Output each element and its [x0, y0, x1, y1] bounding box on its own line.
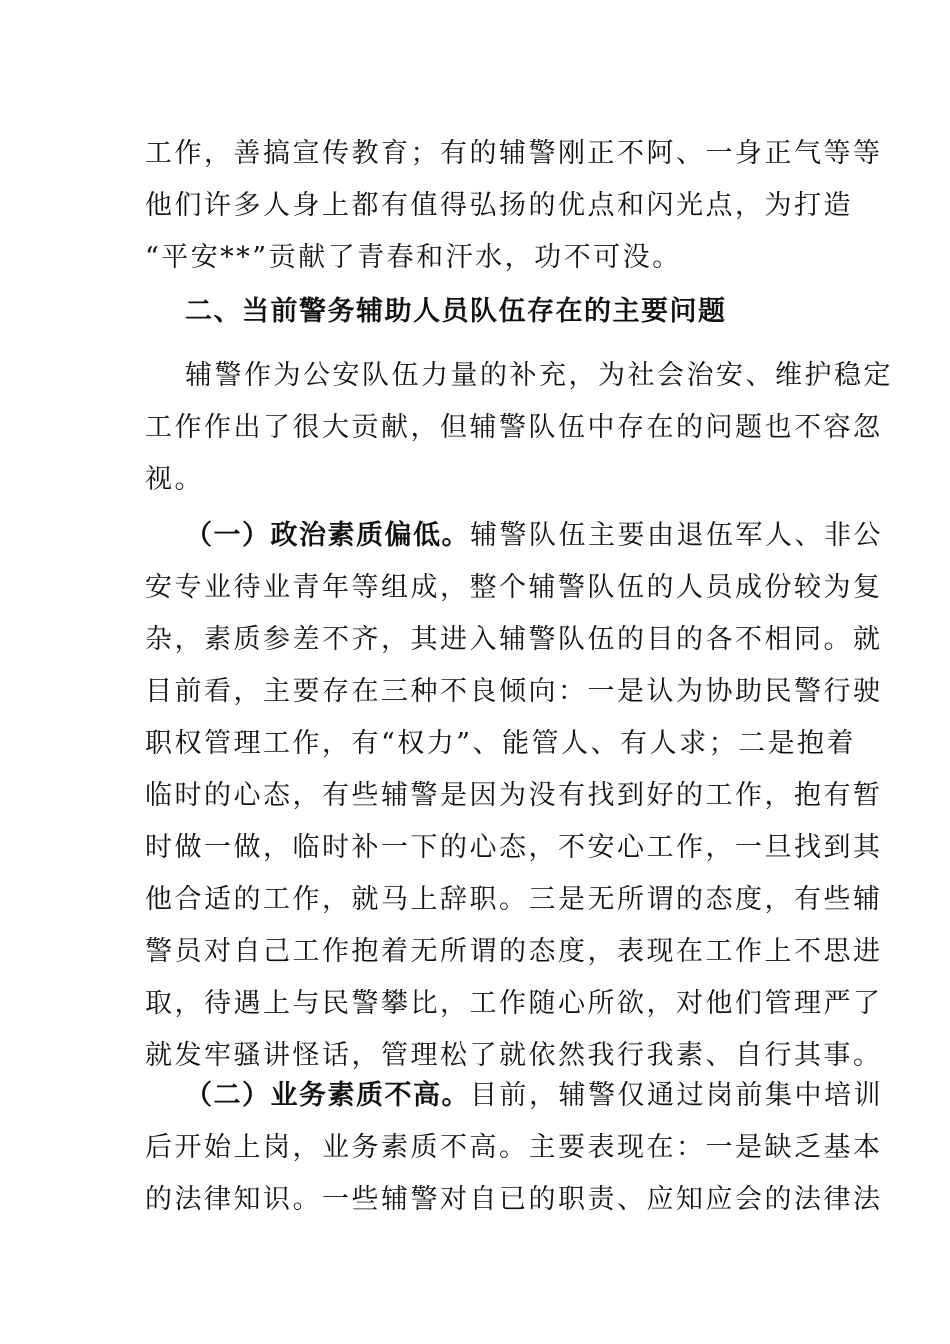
text-line: 工作，善搞宣传教育；有的辅警刚正不阿、一身正气等等 [145, 138, 883, 169]
paragraph-overview [145, 350, 893, 506]
text-line: 的法律知识。一些辅警对自已的职责、应知应会的法律法 [145, 1184, 883, 1215]
text-line: 目前看，主要存在三种不良倾向：一是认为协助民警行驶 [145, 676, 883, 707]
text-line: 工作作出了很大贡献，但辅警队伍中存在的问题也不容忽 [145, 412, 883, 443]
text-line: 取，待遇上与民警攀比，工作随心所欲，对他们管理严了 [145, 988, 883, 1019]
text-line: 视。 [145, 464, 204, 495]
text-line: 临时的心态，有些辅警是因为没有找到好的工作，抱有暂 [145, 780, 883, 811]
text-line: 辅警作为公安队伍力量的补充，为社会治安、维护稳定 [185, 360, 893, 391]
text-line: 后开始上岗，业务素质不高。主要表现在：一是缺乏基本 [145, 1132, 883, 1163]
text-line: “平安**”贡献了青春和汗水，功不可没。 [145, 242, 682, 273]
subsection-title: （二）业务素质不高。 [185, 1080, 470, 1111]
text-line: 职权管理工作，有“权力”、能管人、有人求；二是抱着 [145, 728, 857, 759]
paragraph-first-line [145, 1070, 883, 1122]
text-line: 安专业待业青年等组成，整个辅警队伍的人员成份较为复 [145, 572, 883, 603]
text-line: 他合适的工作，就马上辞职。三是无所谓的态度，有些辅 [145, 884, 883, 915]
section-heading-block [145, 286, 805, 338]
paragraph-first-line [145, 510, 883, 562]
subsection-title: （一）政治素质偏低。 [185, 520, 470, 551]
text-line: 他们许多人身上都有值得弘扬的优点和闪光点，为打造 [145, 190, 853, 221]
section-heading: 二、当前警务辅助人员队伍存在的主要问题 [185, 296, 727, 327]
paragraph-business-quality [145, 1070, 883, 1226]
text-line: 警员对自己工作抱着无所谓的态度，表现在工作上不思进 [145, 936, 883, 967]
paragraph-intro-end [145, 128, 883, 284]
text-line: 杂，素质参差不齐，其进入辅警队伍的目的各不相同。就 [145, 624, 883, 655]
paragraph-political-quality [145, 510, 883, 1082]
text-line: 就发牢骚讲怪话，管理松了就依然我行我素、自行其事。 [145, 1040, 883, 1071]
text-run: 目前，辅警仅通过岗前集中培训 [470, 1080, 883, 1111]
text-run: 辅警队伍主要由退伍军人、非公 [470, 520, 883, 551]
text-line: 时做一做，临时补一下的心态，不安心工作，一旦找到其 [145, 832, 883, 863]
